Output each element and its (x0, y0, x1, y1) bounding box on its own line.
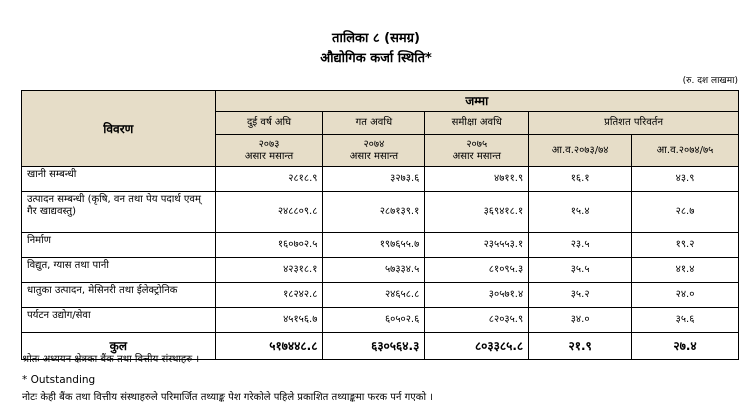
cell-value: ३६९४१८.१ (425, 192, 529, 233)
col-header-year-1 (215, 135, 323, 167)
source-note: श्रोतः अध्ययन क्षेत्रका बैंक तथा वित्तीय संस्थाहरु । (22, 354, 200, 365)
col-header-fy-2: आ.व.२०७४/७५ (632, 135, 739, 167)
total-value: ५१७४४८.८ (215, 333, 323, 360)
table-subtitle: औद्योगिक कर्जा स्थिति* (320, 51, 432, 66)
year-label: २०७४ (363, 138, 385, 150)
cell-value: २८७१३९.१ (323, 192, 425, 233)
row-label: निर्माण (22, 233, 216, 258)
row-label: खानी सम्बन्धी (22, 167, 216, 192)
cell-value: ८१०९५.३ (425, 258, 529, 283)
cell-pct: ४१.४ (632, 258, 739, 283)
cell-pct: ३४.० (529, 308, 632, 333)
unit-label: (रु. दश लाखमा) (682, 76, 738, 86)
total-label: कुल (22, 333, 216, 360)
cell-pct: २८.७ (632, 192, 739, 233)
outstanding-note: * Outstanding (22, 374, 96, 386)
revision-note: नोटः केही बैंक तथा वित्तीय संस्थाहरुले परिमार्जित तथ्याङ्क पेश गरेकोले पहिले प्रकाशित तथ्याङ्कमा फरक पर्न गएको । (22, 392, 434, 403)
total-pct: २१.९ (529, 333, 632, 360)
cell-value: ४५१५६.७ (215, 308, 323, 333)
cell-value: २४८८०९.८ (215, 192, 323, 233)
header-row-group (22, 91, 739, 112)
row-label: पर्यटन उद्योग/सेवा (22, 308, 216, 333)
month-label: असार मसान्त (349, 150, 399, 162)
cell-value: ३२७३.६ (323, 167, 425, 192)
month-label: असार मसान्त (452, 150, 501, 162)
table-row (22, 192, 739, 233)
month-label: असार मसान्त (244, 150, 294, 162)
cell-value: ५७३३४.५ (323, 258, 425, 283)
cell-value: २४६५८.८ (323, 283, 425, 308)
col-header-two-years-ago: दुई वर्ष अघि (215, 112, 323, 135)
cell-pct: ३५.६ (632, 308, 739, 333)
total-pct: २७.४ (632, 333, 739, 360)
col-header-previous-period: गत अवधि (323, 112, 425, 135)
row-label: धातुका उत्पादन, मेसिनरी तथा ईलेक्ट्रोनिक (22, 283, 216, 308)
total-value: ८०३३८५.८ (425, 333, 529, 360)
col-header-label: विवरण (22, 91, 216, 167)
table-row (22, 308, 739, 333)
year-label: २०७३ (258, 138, 280, 150)
col-header-pct-change: प्रतिशत परिवर्तन (529, 112, 739, 135)
col-header-year-3 (425, 135, 529, 167)
cell-pct: १५.४ (529, 192, 632, 233)
col-header-year-2 (323, 135, 425, 167)
table-title: तालिका ८ (समग्र) (332, 31, 420, 46)
cell-value: ४२३१८.१ (215, 258, 323, 283)
cell-value: १६०७०२.५ (215, 233, 323, 258)
table-row (22, 283, 739, 308)
cell-value: २३५५५३.१ (425, 233, 529, 258)
cell-pct: २४.० (632, 283, 739, 308)
group-header: जम्मा (215, 91, 738, 112)
cell-pct: ३५.५ (529, 258, 632, 283)
cell-value: २८१८.९ (215, 167, 323, 192)
cell-pct: १६.१ (529, 167, 632, 192)
cell-value: १८२४२.८ (215, 283, 323, 308)
col-header-review-period: समीक्षा अवधि (425, 112, 529, 135)
cell-pct: २३.५ (529, 233, 632, 258)
year-label: २०७५ (466, 138, 488, 150)
cell-value: ६०५०२.६ (323, 308, 425, 333)
credit-table (21, 90, 739, 360)
table-row (22, 167, 739, 192)
row-label: उत्पादन सम्बन्धी (कृषि, वन तथा पेय पदार्थ एवम् गैर खाद्यवस्तु) (22, 192, 216, 233)
col-header-fy-1: आ.व.२०७३/७४ (529, 135, 632, 167)
row-label: विद्युत, ग्यास तथा पानी (22, 258, 216, 283)
cell-value: ४७११.९ (425, 167, 529, 192)
table-row (22, 233, 739, 258)
cell-value: ८२०३५.९ (425, 308, 529, 333)
cell-pct: ४३.९ (632, 167, 739, 192)
cell-pct: १९.२ (632, 233, 739, 258)
cell-value: १९७६५५.७ (323, 233, 425, 258)
table-row (22, 258, 739, 283)
cell-pct: ३५.२ (529, 283, 632, 308)
total-value: ६३०५६४.३ (323, 333, 425, 360)
cell-value: ३०५७१.४ (425, 283, 529, 308)
